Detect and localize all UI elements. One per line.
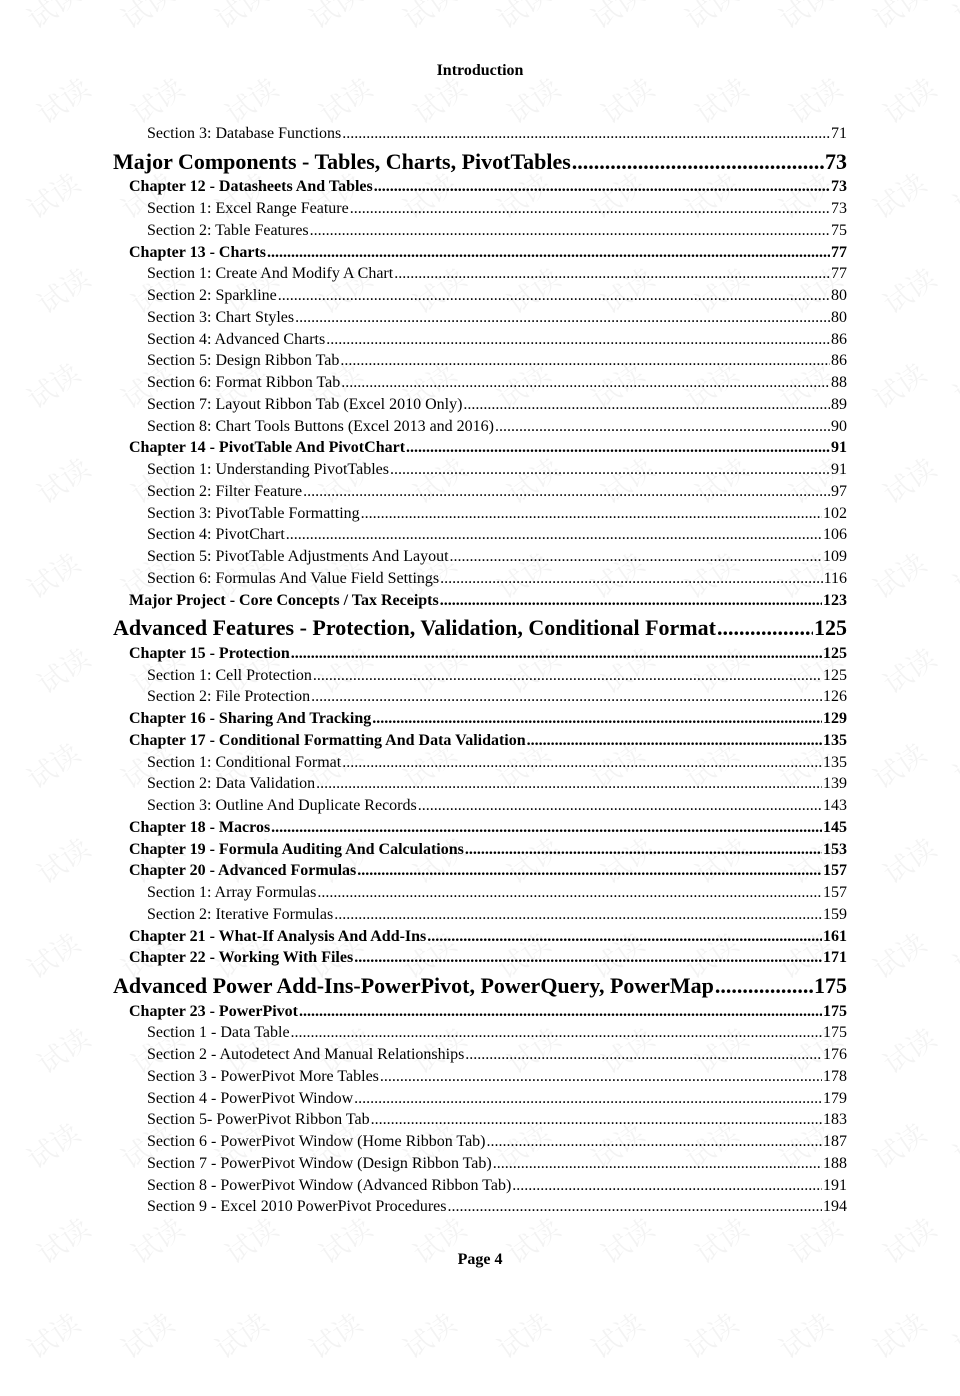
watermark-text [955, 649, 960, 731]
toc-dot-leader [715, 972, 813, 1000]
toc-entry-section [147, 285, 847, 307]
toc-entry-title: Section 1: Conditional Format [147, 753, 342, 771]
toc-entry-title: Major Components - Tables, Charts, PivotTables [113, 148, 571, 174]
toc-entry-title: Chapter 14 - PivotTable And PivotChart [129, 439, 406, 457]
toc-entry-title: Section 3: Outline And Duplicate Records [147, 797, 417, 814]
toc-entry-title: Section 5- PowerPivot Ribbon Tab [147, 1111, 370, 1129]
toc-entry-chapter [129, 176, 847, 198]
watermark-text [875, 828, 944, 893]
toc-entry-title: Section 1: Cell Protection [147, 666, 312, 684]
toc-entry-title: Section 8: Chart Tools Buttons (Excel 2013 and 2016) [147, 417, 494, 435]
toc-dot-leader [394, 263, 830, 285]
toc-dot-leader [342, 123, 830, 145]
toc-dot-leader [291, 1022, 822, 1044]
watermark-text [29, 828, 98, 893]
watermark-text [945, 174, 960, 256]
watermark-text [945, 1124, 960, 1206]
toc-entry-page: 159 [823, 905, 847, 923]
toc-entry-section [147, 263, 847, 285]
toc-entry-part [113, 972, 847, 1000]
toc-entry-page: 179 [823, 1089, 847, 1107]
toc-dot-leader [465, 839, 822, 861]
toc-dot-leader [278, 285, 830, 307]
watermark-text [19, 923, 88, 988]
watermark-text [865, 163, 934, 228]
toc-entry-chapter [129, 730, 847, 752]
toc-entry-title: Chapter 16 - Sharing And Tracking [129, 710, 372, 727]
toc-dot-leader [380, 1066, 822, 1088]
watermark-text [955, 839, 960, 921]
watermark-text [865, 733, 934, 798]
toc-entry-title: Chapter 18 - Macros [129, 818, 271, 836]
toc-entry-title: Chapter 17 - Conditional Formatting And Data Validation [129, 731, 526, 749]
toc-dot-leader [527, 730, 822, 752]
toc-dot-leader [271, 817, 822, 839]
watermark-text [207, 0, 276, 37]
toc-entry-section [147, 329, 847, 351]
toc-entry-page: 175 [823, 1002, 847, 1020]
watermark-text [955, 269, 960, 351]
toc-entry-page: 125 [823, 644, 847, 662]
toc-entry-title: Section 3: Chart Styles [147, 308, 295, 326]
page-footer: Page 4 [457, 1251, 503, 1268]
toc-entry-title: Advanced Power Add-Ins-PowerPivot, PowerQuery, PowerMap [113, 973, 714, 998]
toc-entry-section [147, 904, 847, 926]
toc-entry-section [147, 372, 847, 394]
toc-entry-title: Chapter 15 - Protection [129, 644, 290, 662]
toc-entry-page: 129 [823, 710, 847, 727]
watermark-text [945, 554, 960, 636]
watermark-text [865, 1113, 934, 1178]
watermark-text [945, 744, 960, 826]
toc-dot-leader [512, 1175, 822, 1197]
toc-entry-section [147, 416, 847, 438]
toc-entry-chapter [129, 947, 847, 969]
toc-dot-leader [286, 524, 822, 546]
toc-entry-page: 71 [831, 125, 847, 142]
toc-entry-title: Section 1: Excel Range Feature [147, 200, 349, 217]
toc-entry-section [147, 503, 847, 525]
toc-dot-leader [717, 614, 813, 642]
toc-entry-title: Section 5: PivotTable Adjustments And Layout [147, 548, 449, 565]
watermark-text [301, 0, 370, 37]
toc-dot-leader [299, 1001, 822, 1023]
watermark-text [875, 448, 944, 513]
toc-entry-page: 157 [823, 884, 847, 901]
toc-entry-page: 125 [823, 666, 847, 684]
watermark-text [113, 0, 182, 37]
toc-dot-leader [493, 1153, 822, 1175]
watermark-text [865, 543, 934, 608]
watermark-text [301, 1303, 370, 1368]
toc-dot-leader [418, 795, 822, 817]
toc-entry-page: 89 [831, 395, 847, 413]
toc-entry-title: Chapter 13 - Charts [129, 243, 267, 261]
toc-entry-section [147, 394, 847, 416]
watermark-text [583, 0, 652, 37]
toc-entry-chapter [129, 839, 847, 861]
watermark-text [19, 543, 88, 608]
toc-dot-leader [406, 437, 830, 459]
toc-dot-leader [357, 860, 822, 882]
watermark-text [865, 0, 934, 37]
toc-dot-leader [374, 176, 830, 198]
toc-entry-section [147, 123, 847, 145]
toc-dot-leader [291, 643, 822, 665]
toc-dot-leader [350, 198, 830, 220]
watermark-text [29, 448, 98, 513]
toc-entry-section [147, 1131, 847, 1153]
toc-entry-title: Section 2: Table Features [147, 221, 309, 239]
watermark-text [875, 1018, 944, 1083]
toc-dot-leader [390, 459, 830, 481]
toc-dot-leader [311, 686, 822, 708]
toc-entry-page: 88 [831, 374, 847, 391]
toc-entry-title: Chapter 21 - What-If Analysis And Add-Ins [129, 927, 427, 945]
watermark-text [19, 0, 88, 37]
toc-entry-page: 86 [831, 330, 847, 348]
toc-entry-section [147, 882, 847, 904]
toc-entry-section [147, 1196, 847, 1218]
toc-entry-title: Section 2: Iterative Formulas [147, 905, 334, 923]
watermark-text [875, 638, 944, 703]
toc-entry-section [147, 220, 847, 242]
toc-entry-page: 73 [831, 178, 847, 196]
toc-entry-section [147, 307, 847, 329]
toc-entry-title: Chapter 23 - PowerPivot [129, 1002, 298, 1020]
toc-entry-chapter [129, 643, 847, 665]
toc-entry-title: Chapter 20 - Advanced Formulas [129, 862, 357, 880]
toc-dot-leader [427, 926, 822, 948]
toc-entry-page: 171 [823, 949, 847, 967]
toc-entry-title: Section 7: Layout Ribbon Tab (Excel 2010 Only) [147, 395, 463, 413]
toc-entry-title: Section 6 - PowerPivot Window (Home Ribbon Tab) [147, 1133, 486, 1150]
toc-dot-leader [361, 503, 822, 525]
toc-entry-title: Section 3: Database Functions [147, 125, 342, 142]
toc-entry-page: 143 [823, 797, 847, 814]
watermark-text [945, 1314, 960, 1396]
toc-entry-page: 183 [823, 1111, 847, 1129]
toc-dot-leader [354, 1088, 822, 1110]
toc-dot-leader [326, 329, 830, 351]
watermark-text [677, 1303, 746, 1368]
toc-entry-page: 80 [831, 308, 847, 326]
toc-entry-section [147, 546, 847, 568]
toc-entry-page: 187 [823, 1133, 847, 1150]
toc-entry-page: 161 [823, 927, 847, 945]
toc-dot-leader [448, 1196, 823, 1218]
watermark-text [865, 353, 934, 418]
toc-dot-leader [465, 1044, 822, 1066]
toc-entry-section [147, 665, 847, 687]
watermark-text [771, 1303, 840, 1368]
toc-entry-section [147, 773, 847, 795]
toc-entry-title: Section 3 - PowerPivot More Tables [147, 1067, 379, 1085]
toc-entry-title: Major Project - Core Concepts / Tax Receipts [129, 591, 439, 609]
toc-entry-section [147, 350, 847, 372]
toc-entry-page: 73 [831, 200, 847, 217]
watermark-text [771, 0, 840, 37]
watermark-text [489, 0, 558, 37]
toc-entry-section [147, 1109, 847, 1131]
toc-entry-section [147, 1044, 847, 1066]
toc-dot-leader [463, 394, 830, 416]
toc-entry-title: Section 2: Sparkline [147, 287, 277, 304]
toc-entry-title: Chapter 22 - Working With Files [129, 949, 354, 967]
toc-dot-leader [450, 546, 822, 568]
watermark-text [489, 1303, 558, 1368]
watermark-text [19, 353, 88, 418]
toc-entry-chapter [129, 926, 847, 948]
toc-entry-chapter [129, 437, 847, 459]
toc-entry-page: 194 [823, 1198, 847, 1216]
toc-entry-page: 86 [831, 352, 847, 370]
toc-entry-page: 175 [814, 973, 847, 998]
watermark-text [955, 79, 960, 161]
toc-entry-chapter [129, 860, 847, 882]
toc-entry-title: Section 4: PivotChart [147, 526, 285, 544]
toc-entry-page: 109 [823, 548, 847, 565]
toc-entry-page: 191 [823, 1176, 847, 1194]
toc-dot-leader [334, 904, 822, 926]
watermark-text [207, 1303, 276, 1368]
toc-entry-page: 90 [831, 417, 847, 435]
toc-dot-leader [495, 416, 830, 438]
watermark-text [19, 163, 88, 228]
toc-entry-chapter [129, 708, 847, 730]
toc-dot-leader [317, 882, 822, 904]
toc-entry-page: 77 [831, 243, 847, 261]
toc-entry-section [147, 752, 847, 774]
toc-entry-page: 77 [831, 265, 847, 283]
toc-entry-page: 175 [823, 1024, 847, 1042]
toc-dot-leader [372, 708, 822, 730]
toc-dot-leader [440, 568, 822, 590]
page-header: Introduction [436, 62, 524, 79]
toc-entry-section [147, 459, 847, 481]
toc-entry-section [147, 795, 847, 817]
toc-entry-title: Section 4 - PowerPivot Window [147, 1089, 354, 1107]
toc-entry-part [113, 148, 847, 176]
toc-entry-section [147, 198, 847, 220]
watermark-text [19, 733, 88, 798]
toc-entry-section [147, 686, 847, 708]
toc-entry-section [147, 1022, 847, 1044]
toc-entry-page: 188 [823, 1154, 847, 1172]
toc-dot-leader [310, 220, 830, 242]
toc-entry-title: Section 7 - PowerPivot Window (Design Ribbon Tab) [147, 1154, 492, 1172]
toc-dot-leader [313, 665, 822, 687]
toc-entry-page: 73 [825, 148, 847, 174]
toc-entry-page: 139 [823, 775, 847, 793]
toc-entry-page: 116 [823, 569, 847, 587]
toc-entry-page: 102 [823, 504, 847, 522]
watermark-text [865, 1303, 934, 1368]
toc-entry-page: 176 [823, 1046, 847, 1063]
toc-entry-chapter [129, 242, 847, 264]
toc-entry-page: 178 [823, 1067, 847, 1085]
toc-entry-title: Chapter 19 - Formula Auditing And Calculations [129, 840, 464, 858]
toc-entry-page: 157 [823, 862, 847, 880]
toc-entry-page: 145 [823, 818, 847, 836]
toc-entry-page: 135 [823, 731, 847, 749]
toc-entry-page: 106 [823, 526, 847, 544]
toc-entry-page: 153 [823, 840, 847, 858]
toc-entry-page: 75 [831, 221, 847, 239]
watermark-text [29, 638, 98, 703]
toc-entry-title: Advanced Features - Protection, Validation, Conditional Format [113, 615, 716, 641]
toc-entry-page: 135 [823, 753, 847, 771]
watermark-text [19, 1113, 88, 1178]
watermark-text [29, 1018, 98, 1083]
toc-entry-title: Section 4: Advanced Charts [147, 330, 326, 348]
toc-entry-part [113, 614, 847, 642]
toc-entry-chapter [129, 817, 847, 839]
toc-entry-section [147, 1088, 847, 1110]
toc-entry-title: Section 3: PivotTable Formatting [147, 504, 360, 522]
toc-entry-title: Section 2: Filter Feature [147, 482, 303, 500]
toc-entry-page: 126 [823, 688, 847, 706]
toc-entry-page: 97 [831, 482, 847, 500]
toc-dot-leader [267, 242, 830, 264]
toc-entry-section [147, 568, 847, 590]
watermark-text [955, 1029, 960, 1111]
toc-dot-leader [316, 773, 822, 795]
watermark-text [875, 258, 944, 323]
toc-entry-page: 91 [831, 439, 847, 457]
toc-entry-section [147, 1066, 847, 1088]
toc-entry-title: Section 9 - Excel 2010 PowerPivot Procedures [147, 1198, 447, 1216]
toc-dot-leader [341, 372, 830, 394]
toc-entry-section [147, 524, 847, 546]
toc-entry-title: Chapter 12 - Datasheets And Tables [129, 178, 373, 196]
toc-entry-page: 125 [814, 615, 847, 641]
watermark-text [583, 1303, 652, 1368]
watermark-text [19, 1303, 88, 1368]
toc-dot-leader [295, 307, 830, 329]
toc-entry-title: Section 6: Formulas And Value Field Settings [147, 569, 440, 587]
toc-dot-leader [354, 947, 822, 969]
toc-entry-page: 123 [823, 591, 847, 609]
watermark-text [677, 0, 746, 37]
toc-dot-leader [340, 350, 830, 372]
watermark-text [29, 258, 98, 323]
toc-entry-title: Section 1 - Data Table [147, 1024, 290, 1042]
toc-entry-chapter [129, 590, 847, 612]
watermark-text [945, 364, 960, 446]
toc-dot-leader [572, 148, 824, 176]
toc-dot-leader [303, 481, 830, 503]
toc-entry-title: Section 2: Data Validation [147, 775, 316, 793]
toc-entry-section [147, 481, 847, 503]
toc-entry-page: 91 [831, 461, 847, 478]
toc-entry-title: Section 6: Format Ribbon Tab [147, 374, 341, 391]
toc-entry-title: Section 2: File Protection [147, 688, 311, 706]
toc-entry-chapter [129, 1001, 847, 1023]
toc-entry-title: Section 2 - Autodetect And Manual Relationships [147, 1046, 465, 1063]
watermark-text [395, 0, 464, 37]
toc-entry-section [147, 1153, 847, 1175]
watermark-text [395, 1303, 464, 1368]
toc-entry-title: Section 1: Create And Modify A Chart [147, 265, 394, 283]
toc-entry-title: Section 8 - PowerPivot Window (Advanced Ribbon Tab) [147, 1176, 512, 1194]
toc-dot-leader [371, 1109, 822, 1131]
watermark-text [865, 923, 934, 988]
toc-entry-page: 80 [831, 287, 847, 304]
toc-dot-leader [342, 752, 822, 774]
watermark-text [945, 0, 960, 66]
watermark-text [113, 1303, 182, 1368]
toc-dot-leader [440, 590, 822, 612]
toc-entry-title: Section 1: Array Formulas [147, 884, 317, 901]
toc-entry-title: Section 5: Design Ribbon Tab [147, 352, 340, 370]
watermark-text [945, 934, 960, 1016]
watermark-text [955, 459, 960, 541]
toc-dot-leader [487, 1131, 822, 1153]
toc-entry-title: Section 1: Understanding PivotTables [147, 461, 389, 478]
toc-entry-section [147, 1175, 847, 1197]
